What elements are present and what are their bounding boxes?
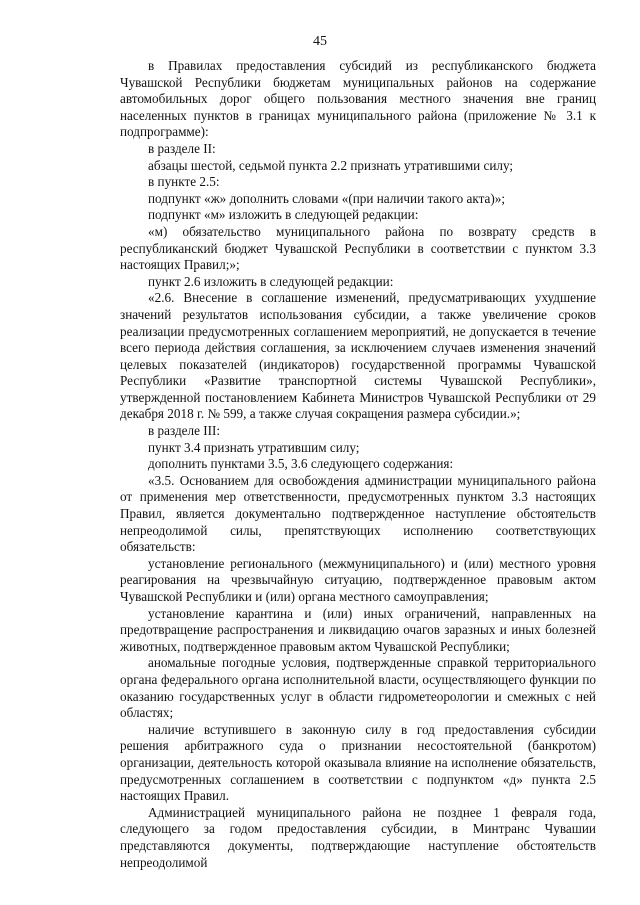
paragraph: в разделе II: — [148, 140, 216, 156]
paragraph: наличие вступившего в законную силу в год предоставления субсидии решения арбитражного суда о признании несостоятельной (банкротом) организации, деятельность которой оказывала влияние на исполнение обязательств, предусмотренных соглашением в соответствии с подпунктом «д» пункта 2.5 настоящих Правил. — [120, 721, 596, 804]
paragraph: в Правилах предоставления субсидий из республиканского бюджета Чувашской Республики бюджетам муниципальных районов на содержание автомобильных дорог общего пользования местного значения вне границ населенных пунктов в границах муниципального района (приложение № 3.1 к подпрограмме): — [120, 58, 596, 140]
paragraph: Администрацией муниципального района не позднее 1 февраля года, следующего за годом предоставления субсидии, в Минтранс Чувашии представляются документы, подтверждающие наступление обстоятельств непреодолимой — [120, 804, 596, 870]
paragraph: пункт 3.4 признать утратившим силу; — [148, 439, 360, 455]
paragraph: установление регионального (межмуниципального) и (или) местного уровня реагирования на чрезвычайную ситуацию, подтвержденное правовым актом Чувашской Республики и (или) органа местного самоуправления; — [120, 555, 596, 604]
paragraph: установление карантина и (или) иных ограничений, направленных на предотвращение распространения и ликвидацию очагов заразных и иных болезней животных, подтвержденное правовым актом Чувашской Республики; — [120, 605, 596, 654]
paragraph: абзацы шестой, седьмой пункта 2.2 признать утратившими силу; — [148, 157, 514, 173]
paragraph: «3.5. Основанием для освобождения администрации муниципального района от применения мер ответственности, предусмотренных пунктом 3.3 настоящих Правил, является документально подтвержденное наступление обстоятельств непреодолимой силы, препятствующих исполнению соответствующих обязательств: — [120, 472, 596, 555]
paragraph: «м) обязательство муниципального района по возврату средств в республиканский бюджет Чувашской Республики в соответствии с пунктом 3.3 настоящих Правил;»; — [120, 223, 596, 273]
paragraph: в разделе III: — [148, 423, 221, 439]
paragraph: пункт 2.6 изложить в следующей редакции: — [148, 273, 394, 289]
document-text — [120, 58, 596, 871]
paragraph: аномальные погодные условия, подтвержденные справкой территориального органа федерального органа исполнительной власти, осуществляющего функции по оказанию государственных услуг в области гидрометеорологии и смежных с ней областях; — [120, 655, 596, 721]
paragraph: «2.6. Внесение в соглашение изменений, предусматривающих ухудшение значений результатов использования субсидии, а также увеличение сроков реализации предусмотренных соглашением мероприятий, не допускается в течение всего периода действия соглашения, за исключением случаев изменения значений целевых показателей (индикаторов) государственной программы Чувашской Республики «Развитие транспортной системы Чувашской Республики», утвержденной постановлением Кабинета Министров Чувашской Республики от 29 декабря 2018 г. № 599, а также случая сокращения размера субсидии.»; — [120, 290, 596, 422]
page-number: 45 — [313, 34, 327, 49]
paragraph: подпункт «ж» дополнить словами «(при наличии такого акта)»; — [148, 190, 506, 206]
paragraph: дополнить пунктами 3.5, 3.6 следующего содержания: — [148, 456, 454, 472]
paragraph: подпункт «м» изложить в следующей редакции: — [148, 207, 419, 223]
paragraph: в пункте 2.5: — [148, 174, 220, 190]
